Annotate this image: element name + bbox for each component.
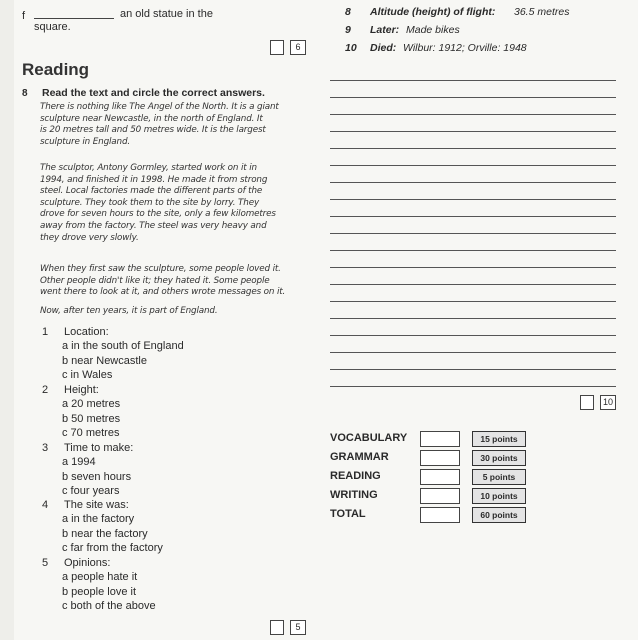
score-entry-box[interactable] [420,431,460,447]
writing-line[interactable] [330,199,616,200]
score-entry-box[interactable] [420,488,460,504]
fact-value: 36.5 metres [514,6,570,18]
passage-line: The sculptor, Antony Gormley, started work on it in [40,163,257,173]
passage-line: is 20 metres tall and 50 metres wide. It is the largest [40,125,266,136]
passage-line: away from the factory. The steel was very heavy and [40,221,267,231]
answer-box[interactable] [270,40,284,55]
writing-line[interactable] [330,131,616,132]
question-text: Location: [64,326,109,338]
score-entry-box[interactable] [420,469,460,485]
question-number: 2 [42,384,49,396]
answer-option[interactable]: c both of the above [62,599,156,612]
item-f-continuation: square. [34,21,71,33]
fact-number: 10 [345,42,357,54]
passage-line: went there to look at it, and others wrote messages on it. [40,287,286,298]
writing-line[interactable] [330,284,616,285]
fact-number: 9 [345,24,351,36]
answer-blank[interactable] [34,18,114,19]
writing-line[interactable] [330,352,616,353]
passage-line: steel. Local factories made the different parts of the [40,186,263,197]
score-label: VOCABULARY [330,432,408,444]
question-text: The site was: [64,499,129,511]
question-number: 4 [42,499,49,511]
item-f-letter: f [22,10,26,22]
writing-line[interactable] [330,233,616,234]
question-text: Opinions: [64,557,111,569]
answer-option[interactable]: b near Newcastle [62,354,147,367]
question-text: Time to make: [64,442,134,454]
answer-option[interactable]: c 70 metres [62,426,120,439]
writing-line[interactable] [330,250,616,251]
passage-line: sculpture in England. [40,136,131,147]
fact-value: Made bikes [406,24,460,36]
writing-line[interactable] [330,182,616,183]
score-label: TOTAL [330,508,366,520]
score-box-10: 10 [600,395,616,410]
score-box-6: 6 [290,40,306,55]
answer-option[interactable]: a 20 metres [62,398,121,411]
points-badge: 60 points [472,507,526,523]
score-box-5: 5 [290,620,306,635]
task-number: 8 [22,88,28,99]
passage-line: There is nothing like The Angel of the North. It is a giant [40,102,279,112]
fact-value: Wilbur: 1912; Orville: 1948 [403,42,527,54]
answer-option[interactable]: a in the south of England [62,340,184,353]
score-label: WRITING [330,489,378,501]
answer-option[interactable]: b people love it [62,585,136,598]
writing-line[interactable] [330,165,616,166]
answer-option[interactable]: c in Wales [62,368,113,381]
passage-line: drove for seven hours to the site, only a few kilometres [40,209,276,220]
passage-line: When they first saw the sculpture, some people loved it. [40,264,281,274]
answer-box[interactable] [270,620,284,635]
fact-label: Later: [370,24,400,36]
writing-line[interactable] [330,114,616,115]
question-number: 1 [42,326,49,338]
answer-option[interactable]: a in the factory [62,513,135,526]
fact-label: Altitude (height) of flight: [370,6,496,18]
task-instruction: Read the text and circle the correct answers. [42,87,265,99]
writing-line[interactable] [330,335,616,336]
passage-line: sculpture. They took them to the site by lorry. They [40,197,260,208]
points-badge: 10 points [472,488,526,504]
score-label: READING [330,470,381,482]
score-label: GRAMMAR [330,451,389,463]
answer-option[interactable]: a people hate it [62,571,138,584]
writing-line[interactable] [330,148,616,149]
score-entry-box[interactable] [420,450,460,466]
item-f-text: an old statue in the [120,8,213,20]
answer-option[interactable]: b 50 metres [62,412,121,425]
answer-option[interactable]: c four years [62,484,120,497]
question-number: 5 [42,557,49,569]
passage-line: Now, after ten years, it is part of England. [40,306,218,316]
score-entry-box[interactable] [420,507,460,523]
writing-line[interactable] [330,267,616,268]
answer-option[interactable]: b near the factory [62,527,148,540]
passage-line: 1994, and finished it in 1998. He made it from strong [40,174,268,185]
question-number: 3 [42,442,49,454]
question-text: Height: [64,384,99,396]
answer-option[interactable]: c far from the factory [62,541,163,554]
section-heading-reading: Reading [22,60,90,79]
answer-option[interactable]: b seven hours [62,470,132,483]
writing-line[interactable] [330,301,616,302]
writing-line[interactable] [330,369,616,370]
passage-line: they drove very slowly. [40,232,139,243]
writing-line[interactable] [330,80,616,81]
writing-line[interactable] [330,216,616,217]
writing-line[interactable] [330,386,616,387]
passage-line: Other people didn't like it; they hated it. Some people [40,275,270,286]
writing-line[interactable] [330,318,616,319]
writing-line[interactable] [330,97,616,98]
points-badge: 30 points [472,450,526,466]
points-badge: 5 points [472,469,526,485]
fact-label: Died: [370,42,397,54]
points-badge: 15 points [472,431,526,447]
fact-number: 8 [345,6,351,18]
answer-option[interactable]: a 1994 [62,456,96,469]
passage-line: sculpture near Newcastle, in the north of England. It [40,113,263,124]
answer-box[interactable] [580,395,594,410]
